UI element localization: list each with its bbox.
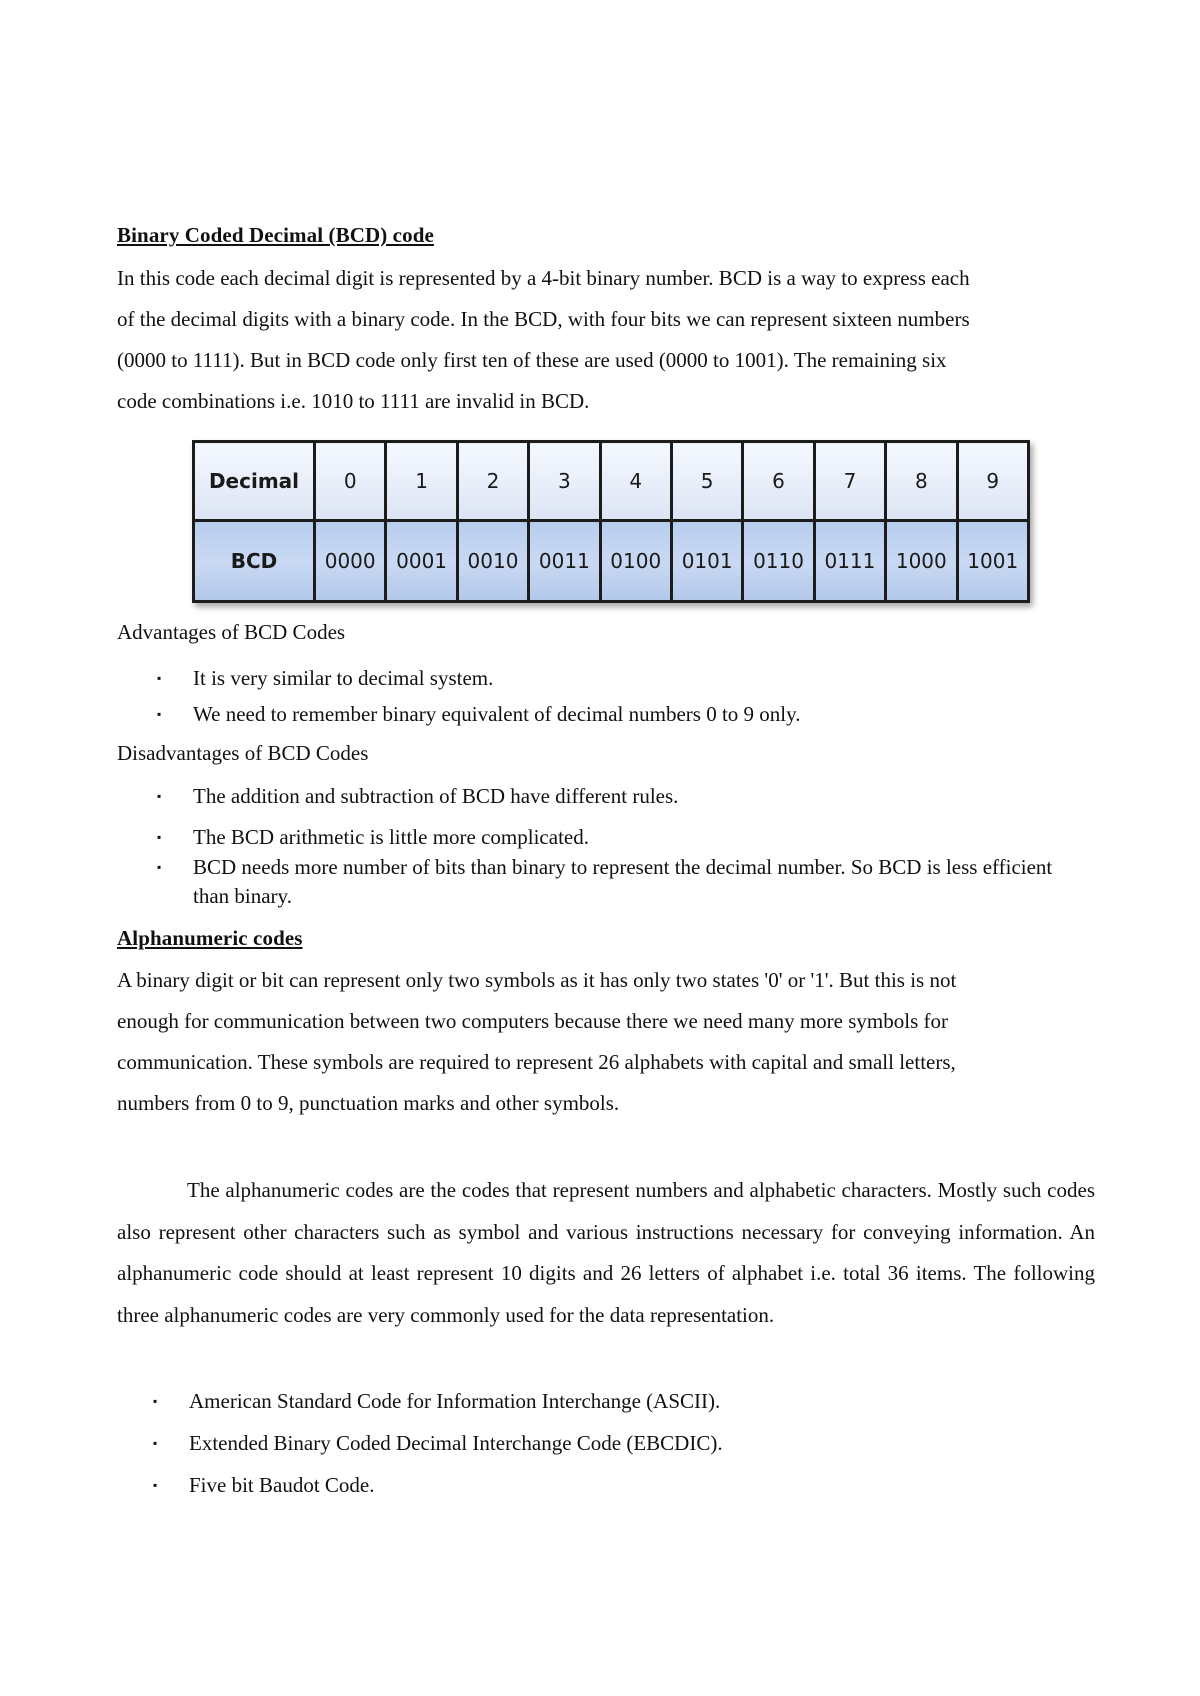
alnum-code-item: ▪ American Standard Code for Information Interchange (ASCII). (153, 1380, 1053, 1422)
decimal-cell: 9 (957, 442, 1028, 521)
bcd-cell: 0001 (386, 521, 457, 602)
alnum-para1-line-2: enough for communication between two computers because there we need many more symbols for (117, 1009, 948, 1033)
bcd-intro-line-3: (0000 to 1111). But in BCD code only first ten of these are used (0000 to 1001). The remaining six (117, 348, 947, 372)
advantage-item: ▪ We need to remember binary equivalent of decimal numbers 0 to 9 only. (157, 696, 1057, 732)
disadvantages-list (157, 782, 1087, 911)
decimal-cell: 4 (600, 442, 671, 521)
disadvantage-item: ▪ The addition and subtraction of BCD have different rules. (157, 782, 1087, 811)
disadvantage-item: ▪ BCD needs more number of bits than binary to represent the decimal number. So BCD is less efficient than binary. (157, 853, 1087, 911)
decimal-cell: 5 (671, 442, 742, 521)
decimal-cell: 1 (386, 442, 457, 521)
bcd-row-header: BCD (194, 521, 315, 602)
alnum-code-item: ▪ Extended Binary Coded Decimal Interchange Code (EBCDIC). (153, 1422, 1053, 1464)
bcd-intro-line-2: of the decimal digits with a binary code. In the BCD, with four bits we can represent sixteen numbers (117, 307, 970, 331)
bcd-cell: 0010 (457, 521, 528, 602)
advantages-list (157, 660, 1057, 732)
bcd-cell: 0101 (671, 521, 742, 602)
disadvantages-title: Disadvantages of BCD Codes (117, 741, 369, 765)
disadvantage-item: ▪ The BCD arithmetic is little more complicated. (157, 823, 1087, 852)
alnum-para2: The alphanumeric codes are the codes that represent numbers and alphabetic characters. Mostly such codes also represent other characters such as symbol and various instructions necessary for conveying information. An alphanumeric code should at least represent 10 digits and 26 letters of alphabet i.e. total 36 items. The following three alphanumeric codes are very commonly used for the data representation. (117, 1178, 1095, 1327)
advantage-item: ▪ It is very similar to decimal system. (157, 660, 1057, 696)
alnum-para1-line-1: A binary digit or bit can represent only two symbols as it has only two states '0' or '1'. But this is not (117, 968, 957, 992)
bcd-intro-line-4: code combinations i.e. 1010 to 1111 are invalid in BCD. (117, 389, 590, 413)
alnum-para1-line-4: numbers from 0 to 9, punctuation marks and other symbols. (117, 1091, 620, 1115)
bcd-cell: 1001 (957, 521, 1028, 602)
decimal-cell: 7 (814, 442, 885, 521)
bcd-cell: 0111 (814, 521, 885, 602)
bcd-heading: Binary Coded Decimal (BCD) code (117, 223, 434, 247)
decimal-cell: 3 (529, 442, 600, 521)
decimal-cell: 8 (886, 442, 957, 521)
bcd-cell: 0110 (743, 521, 814, 602)
alphanumeric-heading: Alphanumeric codes (117, 926, 303, 950)
alnum-code-item: ▪ Five bit Baudot Code. (153, 1464, 1053, 1506)
decimal-cell: 2 (457, 442, 528, 521)
bcd-cell: 0000 (315, 521, 386, 602)
decimal-row (194, 442, 1029, 521)
bcd-cell: 0011 (529, 521, 600, 602)
decimal-cell: 6 (743, 442, 814, 521)
bcd-cell: 0100 (600, 521, 671, 602)
alnum-para1-line-3: communication. These symbols are required to represent 26 alphabets with capital and small letters, (117, 1050, 956, 1074)
bcd-table (192, 440, 1030, 603)
advantages-title: Advantages of BCD Codes (117, 620, 346, 644)
decimal-row-header: Decimal (194, 442, 315, 521)
decimal-cell: 0 (315, 442, 386, 521)
alnum-codes-list (153, 1380, 1053, 1506)
bcd-row (194, 521, 1029, 602)
bcd-cell: 1000 (886, 521, 957, 602)
bcd-intro-line-1: In this code each decimal digit is represented by a 4-bit binary number. BCD is a way to express each (117, 266, 970, 290)
